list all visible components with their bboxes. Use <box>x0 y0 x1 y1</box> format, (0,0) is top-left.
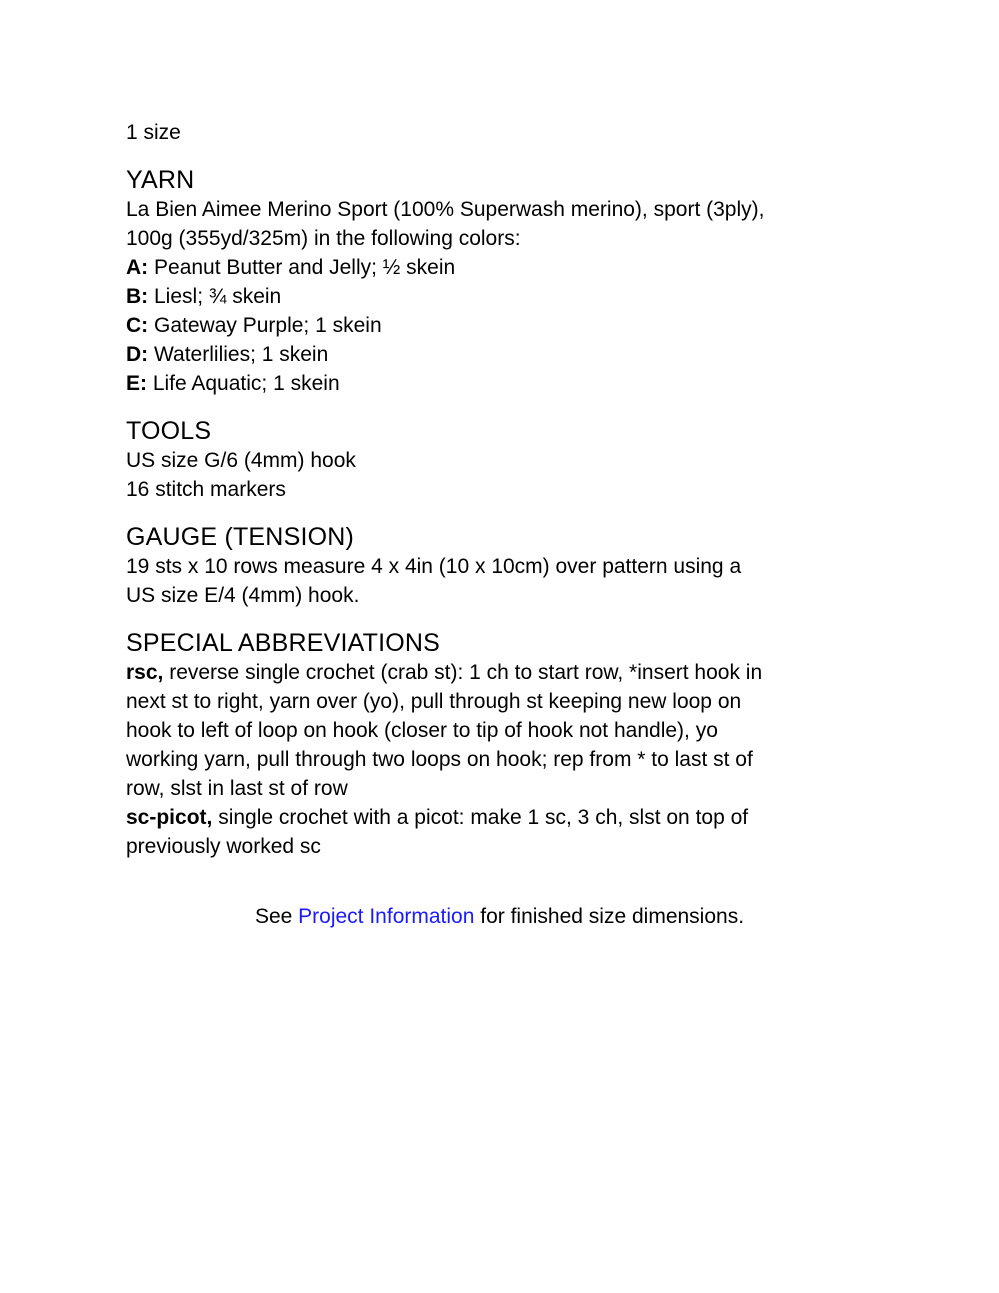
yarn-color-c <box>126 311 886 340</box>
tool-item: 16 stitch markers <box>126 478 286 501</box>
gauge-line-1: 19 sts x 10 rows measure 4 x 4in (10 x 10cm) over pattern using a <box>126 555 742 578</box>
yarn-color-b <box>126 282 886 311</box>
color-text: Gateway Purple; 1 skein <box>148 314 382 337</box>
abbreviation-line: next st to right, yarn over (yo), pull through st keeping new loop on <box>126 690 742 713</box>
footer-note <box>0 902 999 931</box>
abbreviation-rsc <box>126 658 886 803</box>
color-text: Peanut Butter and Jelly; ½ skein <box>148 256 456 279</box>
abbreviation-line <box>126 658 886 687</box>
gauge-heading: GAUGE (TENSION) <box>126 523 355 551</box>
yarn-color-e <box>126 369 886 398</box>
yarn-section <box>126 165 886 398</box>
abbreviation-line: working yarn, pull through two loops on hook; rep from * to last st of <box>126 748 753 771</box>
abbreviations-section <box>126 628 886 861</box>
yarn-color-a <box>126 253 886 282</box>
gauge-line-2: US size E/4 (4mm) hook. <box>126 584 360 607</box>
document-page <box>126 118 886 861</box>
abbreviation-line: hook to left of loop on hook (closer to tip of hook not handle), yo <box>126 719 718 742</box>
color-letter: D: <box>126 343 149 366</box>
abbreviation-sc-picot <box>126 803 886 861</box>
abbreviation-line <box>126 803 886 832</box>
tools-section <box>126 416 886 504</box>
size-line: 1 size <box>126 121 181 144</box>
yarn-description-line-2: 100g (355yd/325m) in the following colors: <box>126 227 521 250</box>
project-information-link[interactable]: Project Information <box>298 905 475 928</box>
tools-heading: TOOLS <box>126 417 212 445</box>
yarn-color-d <box>126 340 886 369</box>
gauge-section <box>126 522 886 610</box>
color-letter: B: <box>126 285 149 308</box>
color-text: Life Aquatic; 1 skein <box>147 372 340 395</box>
footer-prefix: See <box>254 905 299 928</box>
tool-item: US size G/6 (4mm) hook <box>126 449 356 472</box>
abbreviations-heading: SPECIAL ABBREVIATIONS <box>126 629 441 657</box>
yarn-description-line-1: La Bien Aimee Merino Sport (100% Superwash merino), sport (3ply), <box>126 198 765 221</box>
color-text: Waterlilies; 1 skein <box>148 343 329 366</box>
color-letter: A: <box>126 256 149 279</box>
abbreviation-term: sc-picot, <box>126 806 213 829</box>
abbreviation-term: rsc, <box>126 661 164 684</box>
abbreviation-text: single crochet with a picot: make 1 sc, 3 ch, slst on top of <box>212 806 749 829</box>
abbreviation-line: previously worked sc <box>126 835 321 858</box>
footer-suffix: for finished size dimensions. <box>474 905 745 928</box>
color-letter: E: <box>126 372 147 395</box>
yarn-heading: YARN <box>126 166 195 194</box>
color-letter: C: <box>126 314 149 337</box>
abbreviation-line: row, slst in last st of row <box>126 777 348 800</box>
color-text: Liesl; ¾ skein <box>148 285 282 308</box>
abbreviation-text: reverse single crochet (crab st): 1 ch to start row, *insert hook in <box>163 661 763 684</box>
